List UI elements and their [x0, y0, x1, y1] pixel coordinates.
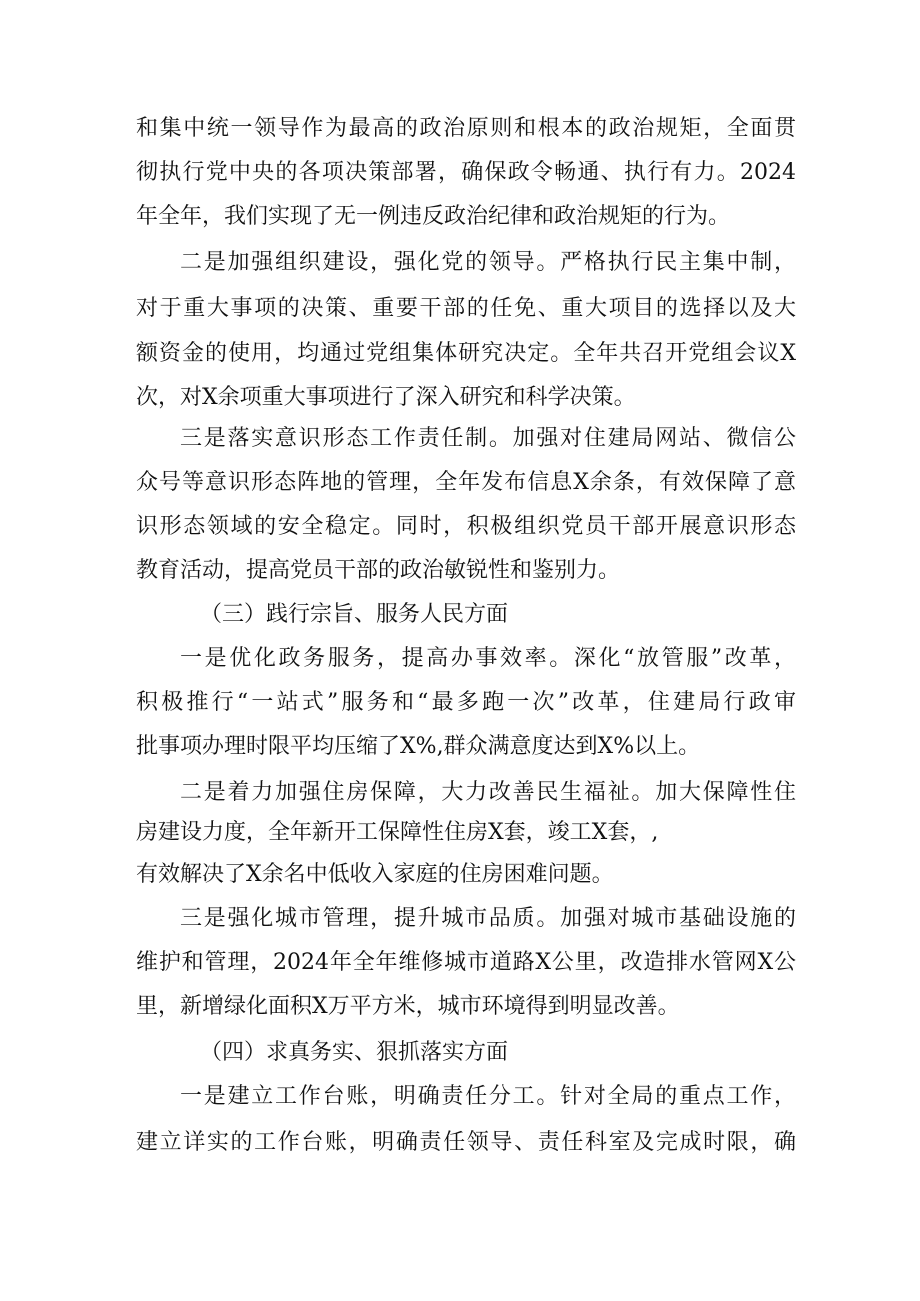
text-line: 维护和管理，2024年全年维修城市道路X公里，改造排水管网X公 — [136, 950, 796, 975]
paragraph-start: 二是加强组织建设，强化党的领导。严格执行民主集中制， — [180, 250, 796, 275]
paragraph-start: 三是强化城市管理，提升城市品质。加强对城市基础设施的 — [180, 906, 796, 931]
text-line: 额资金的使用，均通过党组集体研究决定。全年共召开党组会议X — [136, 341, 796, 366]
text-line: 众号等意识形态阵地的管理，全年发布信息X余条，有效保障了意 — [136, 470, 796, 495]
section-heading: （三）践行宗旨、服务人民方面 — [200, 602, 509, 627]
text-line: 年全年，我们实现了无一例违反政治纪律和政治规矩的行为。 — [136, 204, 731, 229]
section-heading: （四）求真务实、狠抓落实方面 — [200, 1040, 509, 1065]
text-line: 和集中统一领导作为最高的政治原则和根本的政治规矩，全面贯 — [136, 116, 796, 141]
paragraph-start: 一是建立工作台账，明确责任分工。针对全局的重点工作， — [180, 1084, 796, 1109]
paragraph-start: 二是着力加强住房保障，大力改善民生福祉。加大保障性住 — [180, 780, 796, 805]
text-line: 积极推行“一站式”服务和“最多跑一次”改革，住建局行政审 — [136, 690, 796, 715]
text-line: 教育活动，提高党员干部的政治敏锐性和鉴别力。 — [136, 558, 621, 583]
text-line: 批事项办理时限平均压缩了X%,群众满意度达到X%以上。 — [136, 734, 701, 759]
text-line: 识形态领域的安全稳定。同时，积极组织党员干部开展意识形态 — [136, 514, 796, 539]
text-line: 彻执行党中央的各项决策部署，确保政令畅通、执行有力。2024 — [136, 160, 796, 185]
text-line: 里，新增绿化面积X万平方米，城市环境得到明显改善。 — [136, 994, 680, 1019]
paragraph-start: 一是优化政务服务，提高办事效率。深化“放管服”改革， — [180, 646, 796, 671]
paragraph-start: 三是落实意识形态工作责任制。加强对住建局网站、微信公 — [180, 426, 796, 451]
text-line: 建立详实的工作台账，明确责任领导、责任科室及完成时限，确 — [136, 1130, 796, 1155]
text-line: 次，对X余项重大事项进行了深入研究和科学决策。 — [136, 385, 636, 410]
text-line: 房建设力度，全年新开工保障性住房X套，竣工X套，, — [136, 820, 659, 845]
text-line: 有效解决了X余名中低收入家庭的住房困难问题。 — [136, 862, 614, 887]
text-line: 对于重大事项的决策、重要干部的任免、重大项目的选择以及大 — [136, 296, 796, 321]
